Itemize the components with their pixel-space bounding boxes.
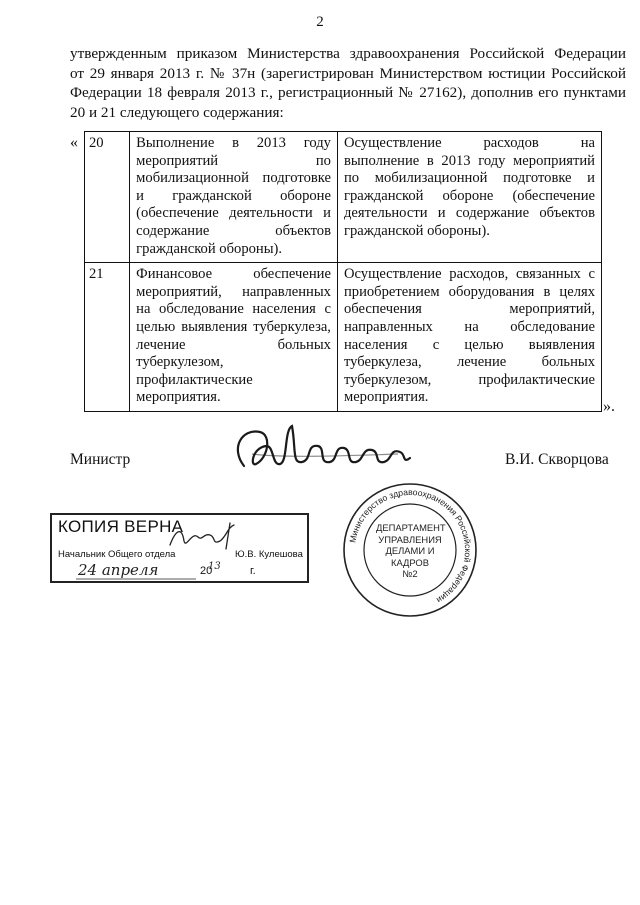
signatory-position: Министр [70,451,131,468]
copy-certified-stamp [50,513,309,583]
opening-quote: « [70,134,78,151]
direction-cell [337,263,601,412]
seal-center-line: УПРАВЛЕНИЯ [378,533,442,545]
copy-stamp-date-text: 24 апреля [78,561,159,579]
copy-stamp-signature [164,519,244,553]
direction-cell [337,132,601,263]
copy-stamp-year-prefix: 20 [200,565,213,577]
page-number: 2 [316,14,324,30]
direction-text: Осуществление расходов на выполнение в 2013 году мероприятий по мобилизационной подготовке и гражданской обороне (обеспечение деятельности и содержание объектов гражданской обороны). [343,135,595,239]
row-number: 21 [85,263,130,412]
intro-line: 20 и 21 следующего содержания: [70,103,284,121]
activity-text: Выполнение в 2013 году мероприятий по мобилизационной подготовке и гражданской обороне (обеспечение деятельности и содержание объектов гражданской обороны). [136,135,331,257]
seal-center-line: №2 [402,568,418,580]
seal-ring-text: Министерство здравоохранения Российской Федерации [347,486,474,606]
activity-text: Финансовое обеспечение мероприятий, направленных на обследование населения с целью выявления туберкулеза, лечение больных туберкулезом, профилактические мероприятия. [136,266,331,406]
minister-signature [222,418,422,488]
seal-center-line: ДЕПАРТАМЕНТ [376,522,446,533]
copy-stamp-year-suffix: г. [250,565,256,577]
copy-stamp-handwritten-date [76,557,256,583]
direction-text: Осуществление расходов, связанных с приобретением оборудования в целях обеспечения мероприятий, направленных на обследование населения с целью выявления туберкулеза, лечение больных туберкулезом, профилактические мероприятия. [343,266,595,406]
table-row [85,132,602,263]
seal-center-line: ДЕЛАМИ И КАДРОВ [385,545,435,568]
copy-stamp-signer: Ю.В. Кулешова [235,549,303,560]
intro-line: от 29 января 2013 г. № 37н (зарегистрирован Министерством юстиции Российской [70,64,626,82]
intro-line: Федерации 18 февраля 2013 г., регистрационный № 27162), дополнив его пунктами [70,84,626,101]
table-row [85,263,602,412]
amendment-table [84,131,602,412]
activity-cell [130,132,338,263]
signatory-name: В.И. Скворцова [505,451,609,468]
intro-line: утвержденным приказом Министерства здравоохранения Российской Федерации [70,45,626,62]
intro-paragraph [70,44,626,122]
activity-cell [130,263,338,412]
row-number: 20 [85,132,130,263]
seal-center-text [376,522,444,580]
copy-stamp-title: КОПИЯ ВЕРНА [58,517,184,536]
copy-stamp-year-text: 13 [208,561,221,572]
closing-quote: ». [603,398,615,415]
copy-stamp-position: Начальник Общего отдела [58,549,176,560]
